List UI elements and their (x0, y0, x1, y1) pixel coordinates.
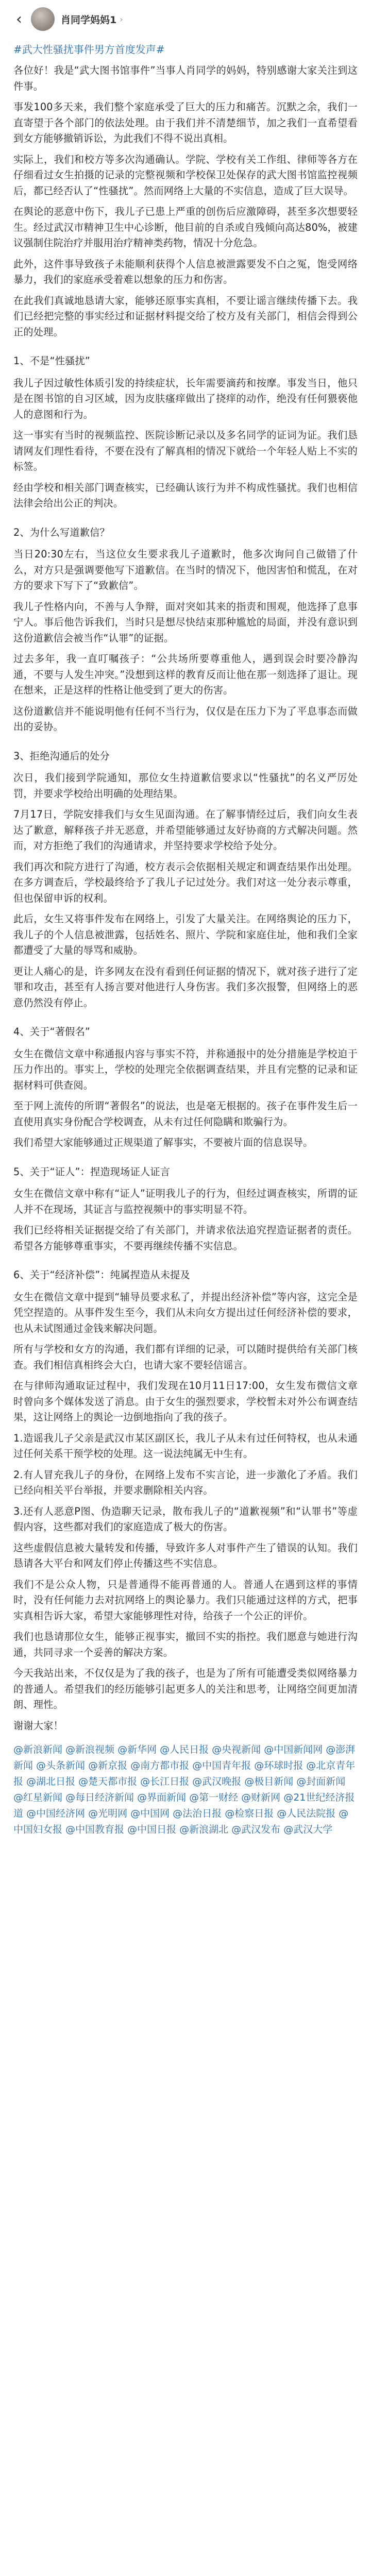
closing-paragraph: 2.有人冒充我儿子的身份，在网络上发布不实言论，进一步激化了矛盾。我们已经向相关平台举报，并要求删除相关内容。 (13, 1468, 358, 1496)
section-paragraph: 此后，女生又将事件发布在网络上，引发了大量关注。在网络舆论的压力下，我儿子的个人信息被泄露，包括姓名、照片、学院和家庭住址，他和我们全家都遭受了大量的辱骂和威胁。 (13, 913, 358, 956)
closing-paragraph: 在与律师沟通取证过程中，我们发现在10月11日17:00，女生发布微信文章时曾向多个媒体发送了消息。由于女生的强烈要求，学校暂未对外公布调查结果，这让网络上的舆论一边倒地指向了我的孩子。 (13, 1380, 358, 1423)
section-paragraph: 我们已经将相关证据提交给了有关部门，并请求依法追究捏造证据者的责任。希望各方能够尊重事实，不要再继续传播不实信息。 (13, 1224, 358, 1252)
section-paragraph: 过去多年，我一直叮嘱孩子：“公共场所要尊重他人，遇到误会时要冷静沟通，不要与人发生冲突。”没想到这样的教育反而让他在那一刻选择了退让。现在想来，正是这样的性格让他受到了更大的伤害。 (13, 653, 358, 696)
section-paragraph: 7月17日，学院安排我们与女生见面沟通。在了解事情经过后，我们向女生表达了歉意，解释孩子并无恶意，并希望能够通过友好协商的方式解决问题。然而，对方拒绝了我们的沟通请求，并坚持要求学校给予处分。 (13, 808, 358, 852)
section-paragraph: 所有与学校和女方的沟通，我们都有详细的记录，可以随时提供给有关部门核查。我们相信真相终会大白，也请大家不要轻信谣言。 (13, 1343, 358, 1371)
closing-paragraph: 谢谢大家！ (13, 1719, 63, 1732)
section-heading: 1、不是“性骚扰” (13, 355, 91, 367)
section-paragraph: 更让人痛心的是，许多网友在没有看到任何证据的情况下，就对孩子进行了定罪和攻击，甚至有人扬言要对他进行人身伤害。我们多次报警，但网络上的恶意仍然没有停止。 (13, 965, 358, 1009)
section-paragraph: 我儿子性格内向，不善与人争辩，面对突如其来的指责和围观，他选择了息事宁人。事后他告诉我们，当时只是想尽快结束那种尴尬的局面，并没有意识到这份道歉信会被当作“认罪”的证据。 (13, 600, 358, 644)
section-heading: 3、拒绝沟通后的处分 (13, 750, 110, 762)
intro-paragraph: 事发100多天来，我们整个家庭承受了巨大的压力和痛苦。沉默之余，我们一直寄望于各个部门的依法处理。由于我们并不清楚细节，加之我们一直希望看到女方能够撤销诉讼，为此我们不得不说出真相。 (13, 101, 358, 144)
author-nickname[interactable]: 肖同学妈妈1 (61, 14, 117, 26)
context-paragraph: 在此我们真诚地恳请大家，能够还原事实真相，不要让谣言继续传播下去。我们已经把完整的事实经过和证据材料提交给了校方及有关部门，相信会得到公正的处理。 (13, 294, 358, 338)
intro-paragraph: 各位好！我是“武大图书馆事件”当事人肖同学的妈妈，特别感谢大家关注到这件事。 (13, 64, 358, 92)
context-block (13, 152, 358, 341)
mention-tags[interactable]: @新浪新闻 @新浪视频 @新华网 @人民日报 @央视新闻 @中国新闻网 @澎湃新闻 @头条新闻 @新京报 @南方都市报 @中国青年报 @环球时报 @北京青年报 @湖北日报 @楚天都市报 @长江日报 @武汉晚报 @极目新闻 @封面新闻 @红星新闻 @每日经济新闻 @界面新闻 @第一财经 @财新网 @21世纪经济报道 @中国经济网 @光明网 @中国网 @法治日报 @检察日报 @人民法院报 @中国妇女报 @中国教育报 @中国日报 @新浪湖北 @武汉发布 @武汉大学 (13, 1744, 356, 1835)
section-paragraph: 经由学校和相关部门调查核实，已经确认该行为并不构成性骚扰。我们也相信法律会给出公正的判决。 (13, 481, 358, 509)
section-paragraph: 次日，我们接到学院通知，那位女生持道歉信要求以“性骚扰”的名义严厉处罚，并要求学校给出明确的处理结果。 (13, 772, 358, 800)
closing-paragraph: 3.还有人恶意P图、伪造聊天记录，散布我儿子的“道歉视频”和“认罪书”等虚假内容，这些都对我们的家庭造成了极大的伤害。 (13, 1505, 358, 1533)
closing-block (13, 1378, 358, 1734)
section-heading: 5、关于“证人”：捏造现场证人证言 (13, 1165, 171, 1178)
section-paragraph: 我们再次和院方进行了沟通，校方表示会依据相关规定和调查结果作出处理。在多方调查后，学校最终给予了我儿子记过处分。我们对这一处分表示尊重，但也保留申诉的权利。 (13, 860, 358, 904)
section-paragraph: 这份道歉信并不能说明他有任何不当行为，仅仅是在压力下为了平息事态而做出的妥协。 (13, 705, 358, 733)
context-paragraph: 实际上，我们和校方等多次沟通确认。学院、学校有关工作组、律师等各方在仔细看过女生拍摄的记录的完整视频和学校保卫处保存的武大图书馆监控视频后，都已经否认了“性骚扰”。然而网络上大量的不实信息，造成了巨大误导。 (13, 153, 358, 197)
section-paragraph: 这一事实有当时的视频监控、医院诊断记录以及多名同学的证词为证。我们恳请网友们理性看待，不要在没有了解真相的情况下就给一个年轻人贴上不实的标签。 (13, 429, 358, 472)
closing-paragraph: 1.造谣我儿子父亲是武汉市某区副区长，我儿子从未有过任何特权，也从未通过任何关系干预学校的处理。这一说法纯属无中生有。 (13, 1432, 358, 1460)
section-paragraph: 女生在微信文章中称通报内容与事实不符，并称通报中的处分措施是学校迫于压力作出的。事实上，学校的处理完全依据调查结果，并且有完整的记录和证据材料可供查阅。 (13, 1047, 358, 1091)
context-paragraph: 此外，这件事导致孩子未能顺利获得个人信息被泄露要发不白之冤，饱受网络暴力，我们的家庭承受着难以想象的压力和伤害。 (13, 258, 358, 285)
context-paragraph: 在舆论的恶意中伤下，我儿子已患上严重的创伤后应激障碍，甚至多次想要轻生。经过武汉市精神卫生中心诊断，他目前的自杀或自残倾向高达80%，被建议强制住院治疗并服用治疗精神类药物，情况十分危急。 (13, 206, 358, 249)
section-paragraph: 女生在微信文章中提到“辅导员要求私了，并提出经济补偿”等内容，这完全是凭空捏造的。从事件发生至今，我们从未向女方提出过任何经济补偿的要求，也从未试图通过金钱来解决问题。 (13, 1291, 358, 1334)
chevron-right-icon: › (120, 14, 123, 24)
section-heading: 4、关于“著假名” (13, 1026, 91, 1038)
closing-paragraph: 我们不是公众人物，只是普通得不能再普通的人。普通人在遇到这样的事情时，没有任何能力去对抗网络上的舆论暴力。我们只能通过这样的方式，把事实真相告诉大家，希望大家能够理性对待，给孩子一个公正的评价。 (13, 1578, 358, 1622)
section-heading: 6、关于“经济补偿”：纯属捏造从未提及 (13, 1269, 190, 1281)
author-bar (0, 0, 371, 38)
closing-paragraph: 我们也恳请那位女生，能够正视事实，撤回不实的指控。我们愿意与她进行沟通，共同寻求一个妥善的解决方案。 (13, 1631, 358, 1658)
section-paragraph: 女生在微信文章中称有“证人”证明我儿子的行为，但经过调查核实，所谓的证人并不在现场，其证言与监控视频中的事实明显不符。 (13, 1188, 358, 1215)
sections-block (13, 353, 358, 1373)
closing-paragraph: 这些虚假信息被大量转发和传播，导致许多人对事件产生了错误的认知。我们恳请各大平台和网友们停止传播这些不实信息。 (13, 1541, 358, 1569)
avatar[interactable] (31, 7, 55, 31)
section-paragraph: 我们希望大家能够通过正规渠道了解事实，不要被片面的信息误导。 (13, 1137, 313, 1148)
back-button[interactable] (10, 10, 28, 28)
post-body (0, 38, 371, 1838)
section-paragraph: 至于网上流传的所谓“著假名”的说法，也是毫无根据的。孩子在事件发生后一直使用真实身份配合学校调查，从未有过任何隐瞒和欺骗行为。 (13, 1100, 358, 1128)
section-paragraph: 我儿子因过敏性体质引发的持续症状，长年需要滴药和按摩。事发当日，他只是在图书馆的自习区域，因为皮肤瘙痒做出了挠痒的动作，绝没有任何猥亵他人的意图和行为。 (13, 377, 358, 420)
section-heading: 2、为什么写道歉信？ (13, 526, 110, 538)
intro-block (13, 63, 358, 147)
section-paragraph: 当日20:30左右，当这位女生要求我儿子道歉时，他多次询问自己做错了什么，对方只是强调要他写下道歉信。在当时的情况下，他因害怕和慌乱，在对方的要求下写下了“致歉信”。 (13, 548, 358, 591)
closing-paragraph: 今天我站出来，不仅仅是为了我的孩子，也是为了所有可能遭受类似网络暴力的普通人。希望我们的经历能够引起更多人的关注和思考，让网络空间更加清朗、理性。 (13, 1667, 358, 1710)
chevron-left-icon: ‹ (16, 10, 22, 28)
post-topic-title[interactable]: #武大性骚扰事件男方首度发声# (13, 43, 165, 56)
